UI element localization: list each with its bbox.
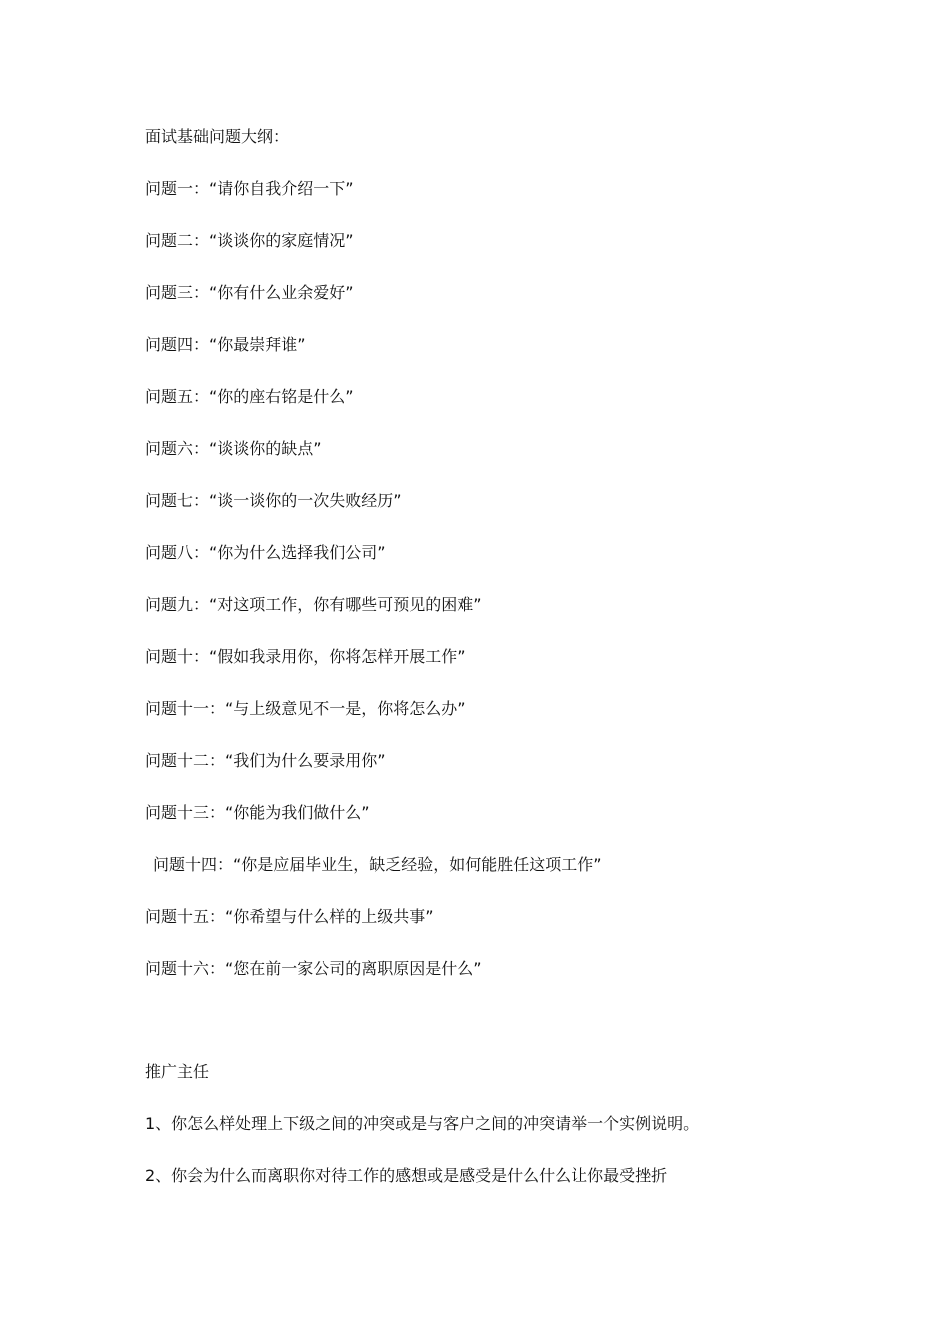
question-item: 问题二：“谈谈你的家庭情况” [145, 231, 354, 250]
question-item: 问题十五：“你希望与什么样的上级共事” [145, 907, 434, 926]
question-item: 问题三：“你有什么业余爱好” [145, 283, 354, 302]
question-item: 问题八：“你为什么选择我们公司” [145, 543, 386, 562]
question-item: 问题十一：“与上级意见不一是，你将怎么办” [145, 699, 466, 718]
question-item: 问题六：“谈谈你的缺点” [145, 439, 322, 458]
question-item: 问题四：“你最崇拜谁” [145, 335, 306, 354]
question-item: 问题九：“对这项工作，你有哪些可预见的困难” [145, 595, 482, 614]
promotion-item: 2、你会为什么而离职你对待工作的感想或是感受是什么什么让你最受挫折 [145, 1166, 668, 1185]
question-item: 问题五：“你的座右铭是什么” [145, 387, 354, 406]
outline-title: 面试基础问题大纲： [145, 127, 290, 146]
question-item: 问题十二：“我们为什么要录用你” [145, 751, 386, 770]
question-item: 问题十六：“您在前一家公司的离职原因是什么” [145, 959, 482, 978]
promotion-item: 1、你怎么样处理上下级之间的冲突或是与客户之间的冲突请举一个实例说明。 [145, 1114, 700, 1133]
question-item: 问题一：“请你自我介绍一下” [145, 179, 354, 198]
question-item: 问题七：“谈一谈你的一次失败经历” [145, 491, 402, 510]
promotion-title: 推广主任 [145, 1062, 210, 1081]
question-item: 问题十四：“你是应届毕业生，缺乏经验，如何能胜任这项工作” [153, 855, 602, 874]
question-item: 问题十：“假如我录用你，你将怎样开展工作” [145, 647, 466, 666]
question-item: 问题十三：“你能为我们做什么” [145, 803, 370, 822]
